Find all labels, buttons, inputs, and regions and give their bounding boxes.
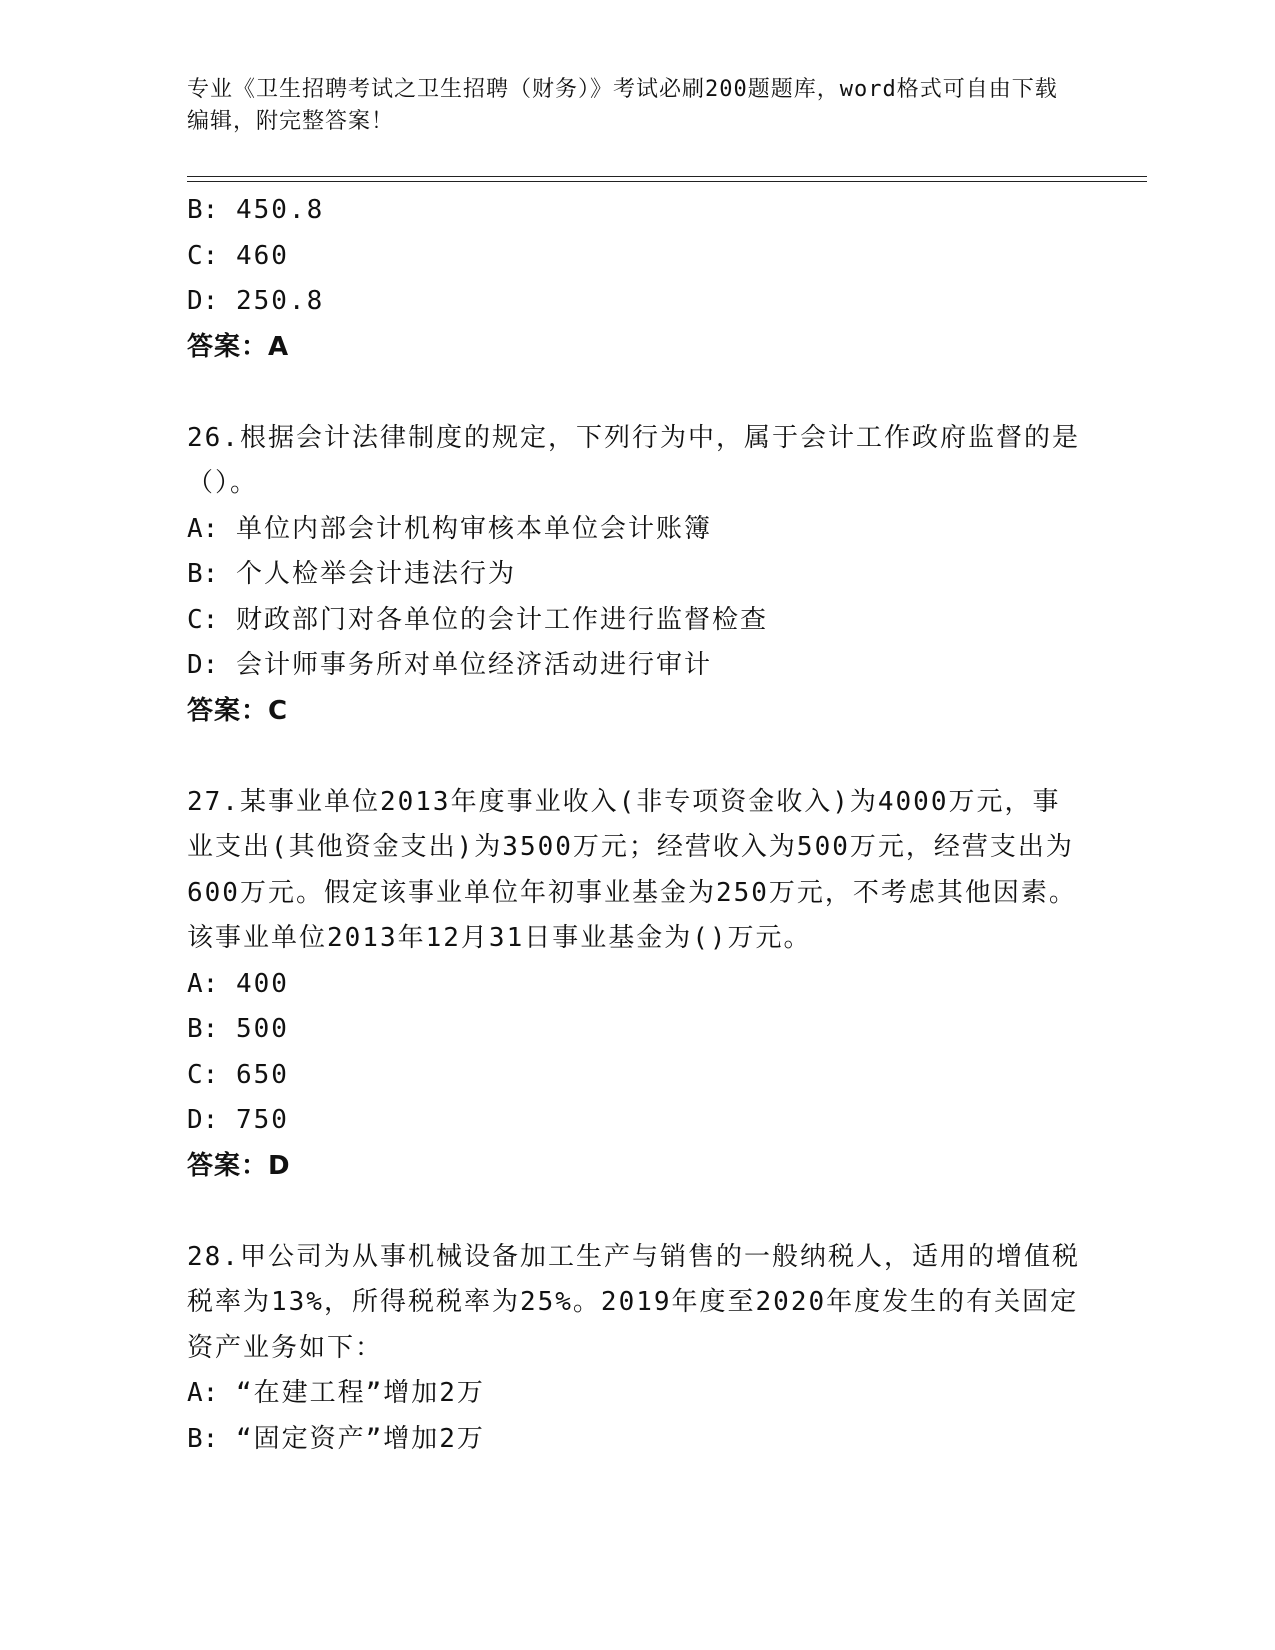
question-25-tail (187, 188, 1087, 370)
answer-label: 答案：C (187, 695, 289, 726)
option-b (187, 1417, 1087, 1463)
option-tag: D: (187, 650, 219, 680)
option-tag: B: (187, 1014, 219, 1044)
question-28 (187, 1235, 1087, 1463)
option-d (187, 279, 1087, 325)
question-26 (187, 416, 1087, 735)
option-d (187, 1098, 1087, 1144)
answer-label: 答案：D (187, 1150, 291, 1181)
option-tag: D: (187, 1105, 219, 1135)
option-tag: D: (187, 286, 219, 316)
question-stem: 27.某事业单位2013年度事业收入(非专项资金收入)为4000万元，事业支出(其他资金支出)为3500万元；经营收入为500万元，经营支出为600万元。假定该事业单位年初事业基金为250万元，不考虑其他因素。该事业单位2013年12月31日事业基金为()万元。 (187, 786, 1077, 953)
header-divider-bottom (187, 181, 1147, 182)
answer-label: 答案：A (187, 331, 290, 362)
spacer (187, 734, 1087, 780)
question-stem: 28.甲公司为从事机械设备加工生产与销售的一般纳税人，适用的增值税税率为13%，所得税税率为25%。2019年度至2020年度发生的有关固定资产业务如下： (187, 1241, 1080, 1363)
option-tag: B: (187, 559, 219, 589)
spacer (187, 1189, 1087, 1235)
option-text: 460 (235, 240, 289, 271)
option-tag: C: (187, 240, 219, 271)
option-tag: B: (187, 1423, 219, 1454)
option-b (187, 1007, 1087, 1053)
question-stem: 26.根据会计法律制度的规定，下列行为中，属于会计工作政府监督的是（）。 (187, 422, 1080, 498)
option-text: “固定资产”增加2万 (235, 1423, 485, 1454)
header-divider-top (187, 176, 1147, 177)
option-tag: A: (187, 513, 219, 544)
option-b (187, 552, 1087, 598)
option-text: 500 (235, 1014, 289, 1044)
option-tag: A: (187, 1378, 219, 1408)
option-tag: A: (187, 968, 219, 999)
question-content (187, 188, 1087, 1462)
option-text: “在建工程”增加2万 (235, 1378, 485, 1408)
option-c (187, 1053, 1087, 1099)
option-text: 250.8 (235, 286, 325, 316)
option-c (187, 598, 1087, 644)
option-text: 450.8 (235, 195, 325, 225)
spacer (187, 370, 1087, 416)
option-text: 650 (235, 1059, 289, 1090)
option-d (187, 643, 1087, 689)
option-text: 单位内部会计机构审核本单位会计账簿 (235, 513, 712, 544)
option-text: 会计师事务所对单位经济活动进行审计 (235, 650, 712, 680)
question-27 (187, 780, 1087, 1190)
document-header: 专业《卫生招聘考试之卫生招聘（财务）》考试必刷200题题库，word格式可自由下载编辑，附完整答案！ (187, 77, 1058, 134)
option-text: 750 (235, 1105, 289, 1135)
option-tag: B: (187, 195, 219, 225)
option-tag: C: (187, 604, 219, 635)
option-c (187, 234, 1087, 280)
option-a (187, 962, 1087, 1008)
option-text: 400 (235, 968, 289, 999)
option-b (187, 188, 1087, 234)
option-text: 财政部门对各单位的会计工作进行监督检查 (235, 604, 768, 635)
option-a (187, 507, 1087, 553)
option-text: 个人检举会计违法行为 (235, 559, 516, 589)
option-tag: C: (187, 1059, 219, 1090)
option-a (187, 1371, 1087, 1417)
